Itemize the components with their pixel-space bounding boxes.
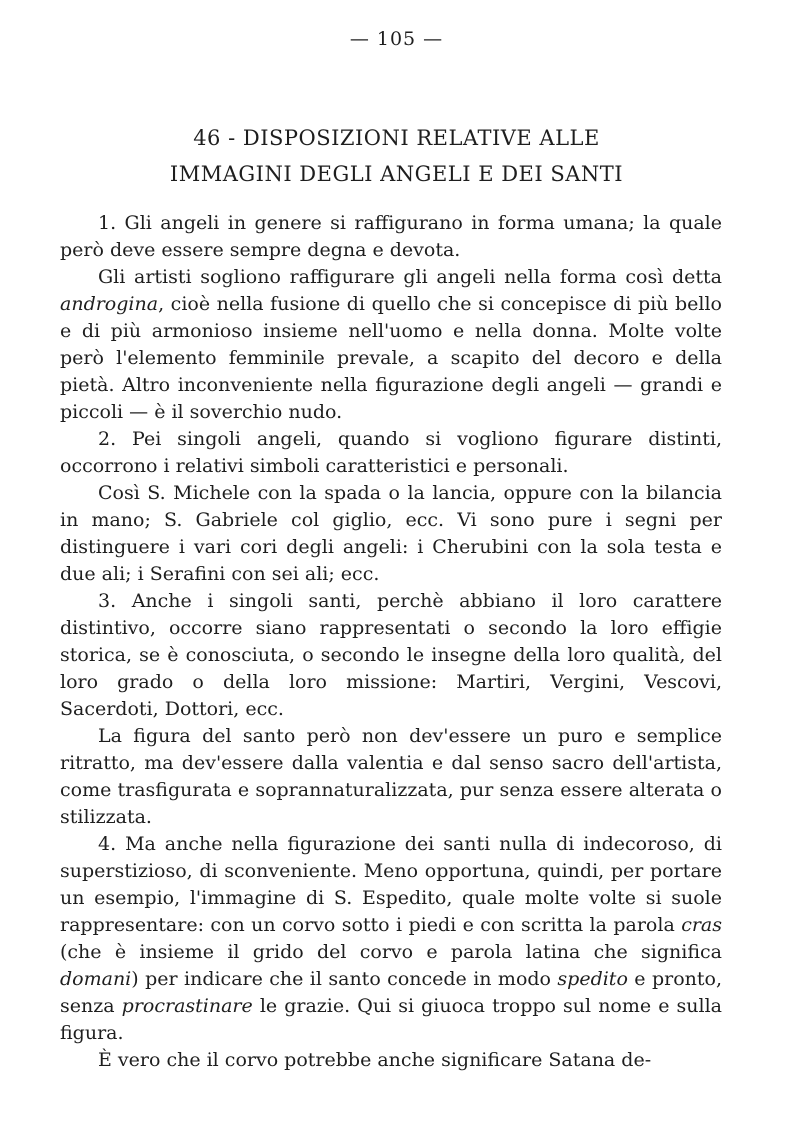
- paragraph-7-text-c: ) per indicare che il santo concede in modo: [131, 968, 558, 990]
- paragraph-7-italic-procrastinare: procrastinare: [121, 995, 253, 1017]
- paragraph-2-italic: androgina: [60, 293, 159, 315]
- paragraph-5: 3. Anche i singoli santi, perchè abbiano il loro carattere distintivo, occorre siano rappresentati o secondo la loro effigie storica, se è conosciuta, o secondo le insegne della loro qualità, del loro grado o della loro missione: Martiri, Vergini, Vescovi, Sacerdoti, Dottori, ecc.: [60, 590, 722, 720]
- section-title-line-1: 46 - DISPOSIZIONI RELATIVE ALLE: [193, 126, 600, 150]
- paragraph-8: È vero che il corvo potrebbe anche significare Satana de-: [98, 1049, 652, 1071]
- page-number: — 105 —: [349, 28, 444, 50]
- paragraph-7-italic-domani: domani: [60, 968, 132, 990]
- body-text: [60, 210, 722, 1074]
- paragraph-1: 1. Gli angeli in genere si raffigurano in forma umana; la quale però deve essere sempre degna e devota.: [60, 212, 722, 261]
- paragraph-7-italic-cras: cras: [681, 914, 722, 936]
- paragraph-7-text-b: (che è insieme il grido del corvo e parola latina che significa: [60, 941, 722, 963]
- paragraph-6: La figura del santo però non dev'essere un puro e semplice ritratto, ma dev'essere dalla valentia e dal senso sacro dell'artista, come trasfigurata e soprannaturalizzata, pur senza essere alterata o stilizzata.: [60, 725, 722, 828]
- paragraph-3: 2. Pei singoli angeli, quando si vogliono figurare distinti, occorrono i relativi simboli caratteristici e personali.: [60, 428, 722, 477]
- paragraph-2: [60, 264, 722, 426]
- paragraph-7-text-a: 4. Ma anche nella figurazione dei santi nulla di indecoroso, di superstizioso, di sconveniente. Meno opportuna, quindi, per portare un esempio, l'immagine di S. Espedito, quale molte volte si suole rappresentare: con un corvo sotto i piedi e con scritta la parola: [60, 833, 722, 936]
- section-title-line-2: IMMAGINI DEGLI ANGELI E DEI SANTI: [169, 162, 624, 186]
- paragraph-7-italic-spedito: spedito: [557, 968, 628, 990]
- paragraph-4: Così S. Michele con la spada o la lancia, oppure con la bilancia in mano; S. Gabriele col giglio, ecc. Vi sono pure i segni per distinguere i vari cori degli angeli: i Cherubini con la sola testa e due ali; i Serafini con sei ali; ecc.: [60, 482, 722, 585]
- paragraph-2-text-b: , cioè nella fusione di quello che si concepisce di più bello e di più armonioso insieme nell'uomo e nella donna. Molte volte però l'elemento femminile prevale, a scapito del decoro e della pietà. Altro inconveniente nella figurazione degli angeli — grandi e piccoli — è il soverchio nudo.: [60, 293, 722, 423]
- paragraph-7: [60, 831, 722, 1047]
- paragraph-7-text-d: e pronto, senza: [60, 968, 723, 1017]
- section-title: [60, 120, 733, 192]
- paragraph-7-text-e: le grazie. Qui si giuoca troppo sul nome e sulla figura.: [60, 995, 722, 1044]
- paragraph-2-text-a: Gli artisti sogliono raffigurare gli angeli nella forma così detta: [98, 266, 722, 288]
